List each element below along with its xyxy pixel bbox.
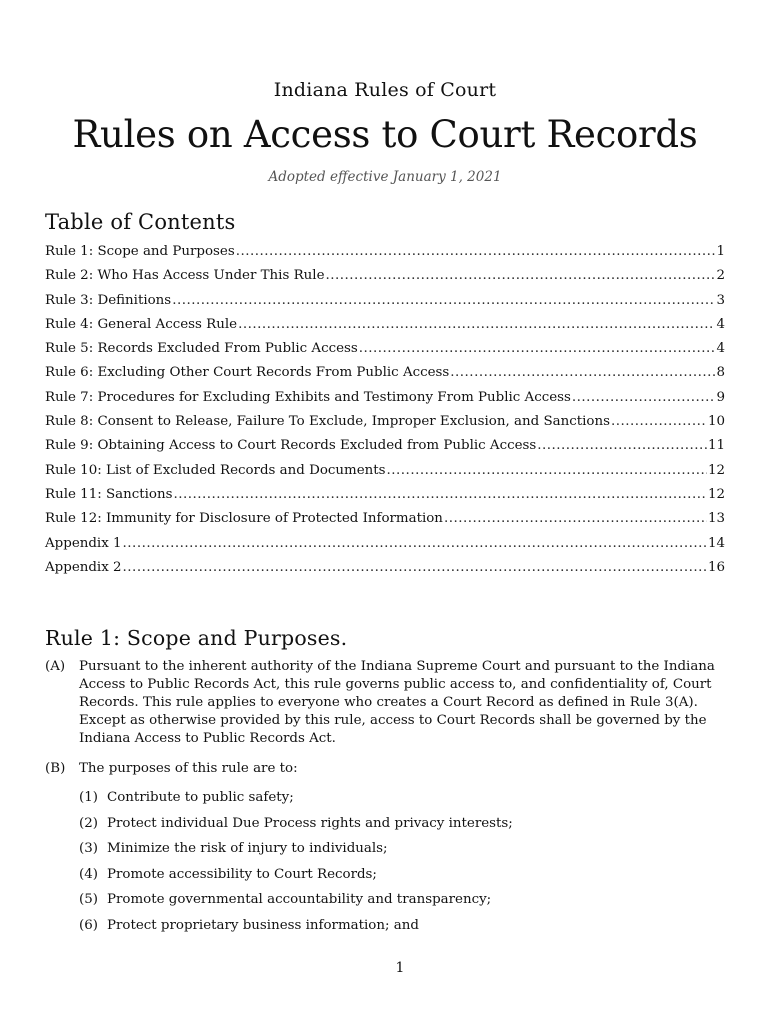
list-item-number: (3): [79, 841, 98, 857]
table-of-contents: [45, 240, 725, 580]
toc-entry-title[interactable]: Rule 4: General Access Rule: [45, 316, 238, 332]
toc-entry-title[interactable]: Rule 7: Procedures for Excluding Exhibits and Testimony From Public Access: [45, 389, 571, 405]
toc-leader-dots: [444, 507, 707, 531]
paragraph-text: Pursuant to the inherent authority of the Indiana Supreme Court and pursuant to the Indiana Access to Public Records Act, this rule governs public access to, and confidentiality of, Court Records. This rule applies to everyone who creates a Court Record as defined in Rule 3(A). Except as otherwise provided by this rule, access to Court Records shall be governed by the Indiana Access to Public Records Act.: [79, 659, 715, 746]
toc-entry[interactable]: [45, 556, 725, 580]
list-item: [79, 839, 719, 865]
toc-entry-page[interactable]: 2: [716, 268, 725, 284]
toc-entry[interactable]: [45, 434, 725, 458]
toc-entry-page[interactable]: 1: [716, 244, 725, 259]
document-title: Rules on Access to Court Records: [72, 113, 698, 156]
page-number: 1: [395, 960, 405, 976]
list-item-text: Protect individual Due Process rights and privacy interests;: [107, 815, 513, 831]
toc-leader-dots: [173, 483, 706, 507]
list-item: [79, 865, 719, 891]
list-item-text: Minimize the risk of injury to individuals;: [107, 841, 388, 857]
toc-leader-dots: [123, 532, 707, 556]
toc-entry[interactable]: [45, 289, 725, 313]
paragraph-b: [45, 760, 730, 778]
toc-leader-dots: [450, 361, 715, 385]
toc-entry-page[interactable]: 4: [716, 316, 725, 332]
toc-entry-page[interactable]: 8: [716, 365, 725, 381]
list-item-number: (2): [79, 815, 98, 831]
toc-entry-page[interactable]: 10: [707, 414, 725, 430]
list-item-number: (1): [79, 790, 98, 805]
toc-entry-title[interactable]: Rule 5: Records Excluded From Public Access: [45, 341, 358, 357]
list-item-text: Protect proprietary business information; and: [107, 917, 419, 933]
toc-entry-page[interactable]: 12: [707, 486, 725, 502]
toc-entry-title[interactable]: Rule 12: Immunity for Disclosure of Protected Information: [45, 511, 443, 527]
toc-entry-page[interactable]: 16: [707, 559, 725, 575]
toc-entry-page[interactable]: 14: [707, 535, 725, 551]
toc-entry[interactable]: [45, 507, 725, 531]
toc-heading: Table of Contents: [45, 210, 236, 234]
toc-entry-title[interactable]: Rule 2: Who Has Access Under This Rule: [45, 268, 325, 284]
toc-entry-page[interactable]: 4: [716, 341, 725, 357]
list-item-text: Promote accessibility to Court Records;: [107, 866, 377, 882]
toc-leader-dots: [172, 289, 715, 313]
paragraph-text: The purposes of this rule are to:: [79, 761, 298, 776]
toc-entry-page[interactable]: 13: [707, 511, 725, 527]
toc-entry-title[interactable]: Rule 10: List of Excluded Records and Documents: [45, 462, 386, 478]
list-item-number: (5): [79, 892, 98, 908]
toc-entry-page[interactable]: 9: [716, 389, 725, 405]
list-item-text: Promote governmental accountability and transparency;: [107, 892, 492, 908]
toc-leader-dots: [236, 240, 716, 264]
toc-entry-title[interactable]: Rule 9: Obtaining Access to Court Records Excluded from Public Access: [45, 438, 537, 454]
toc-entry[interactable]: [45, 361, 725, 385]
list-item-number: (6): [79, 917, 98, 933]
toc-entry-page[interactable]: 11: [707, 438, 725, 454]
toc-entry[interactable]: [45, 264, 725, 288]
purposes-list: [79, 788, 719, 942]
toc-entry[interactable]: [45, 386, 725, 410]
toc-entry[interactable]: [45, 532, 725, 556]
toc-entry-title[interactable]: Rule 3: Definitions: [45, 292, 172, 308]
paragraph-label: (A): [45, 659, 66, 674]
toc-leader-dots: [537, 434, 707, 458]
toc-leader-dots: [572, 386, 716, 410]
toc-entry-title[interactable]: Rule 1: Scope and Purposes: [45, 244, 235, 259]
toc-entry-page[interactable]: 3: [716, 292, 725, 308]
toc-leader-dots: [238, 313, 715, 337]
list-item-text: Contribute to public safety;: [107, 790, 294, 805]
list-item: [79, 916, 719, 942]
toc-entry-title[interactable]: Rule 11: Sanctions: [45, 486, 173, 502]
toc-leader-dots: [359, 337, 716, 361]
toc-entry-title[interactable]: Appendix 1: [45, 535, 122, 551]
toc-entry-title[interactable]: Rule 6: Excluding Other Court Records From Public Access: [45, 365, 450, 381]
toc-entry[interactable]: [45, 240, 725, 264]
toc-entry[interactable]: [45, 337, 725, 361]
toc-entry[interactable]: [45, 410, 725, 434]
toc-entry-title[interactable]: Rule 8: Consent to Release, Failure To Exclude, Improper Exclusion, and Sanctions: [45, 414, 610, 430]
toc-entry-page[interactable]: 12: [707, 462, 725, 478]
toc-leader-dots: [326, 264, 716, 288]
list-item-number: (4): [79, 866, 98, 882]
toc-entry[interactable]: [45, 483, 725, 507]
section-heading-rule-1: Rule 1: Scope and Purposes.: [45, 626, 348, 650]
toc-entry[interactable]: [45, 313, 725, 337]
adopted-date: Adopted effective January 1, 2021: [268, 169, 502, 185]
toc-entry-title[interactable]: Appendix 2: [45, 559, 122, 575]
paragraph-label: (B): [45, 761, 66, 776]
list-item: [79, 788, 719, 814]
paragraph-a: [45, 658, 730, 748]
list-item: [79, 814, 719, 840]
toc-leader-dots: [387, 459, 707, 483]
toc-leader-dots: [123, 556, 707, 580]
toc-entry[interactable]: [45, 459, 725, 483]
document-subtitle: Indiana Rules of Court: [273, 79, 497, 101]
toc-leader-dots: [611, 410, 707, 434]
list-item: [79, 890, 719, 916]
